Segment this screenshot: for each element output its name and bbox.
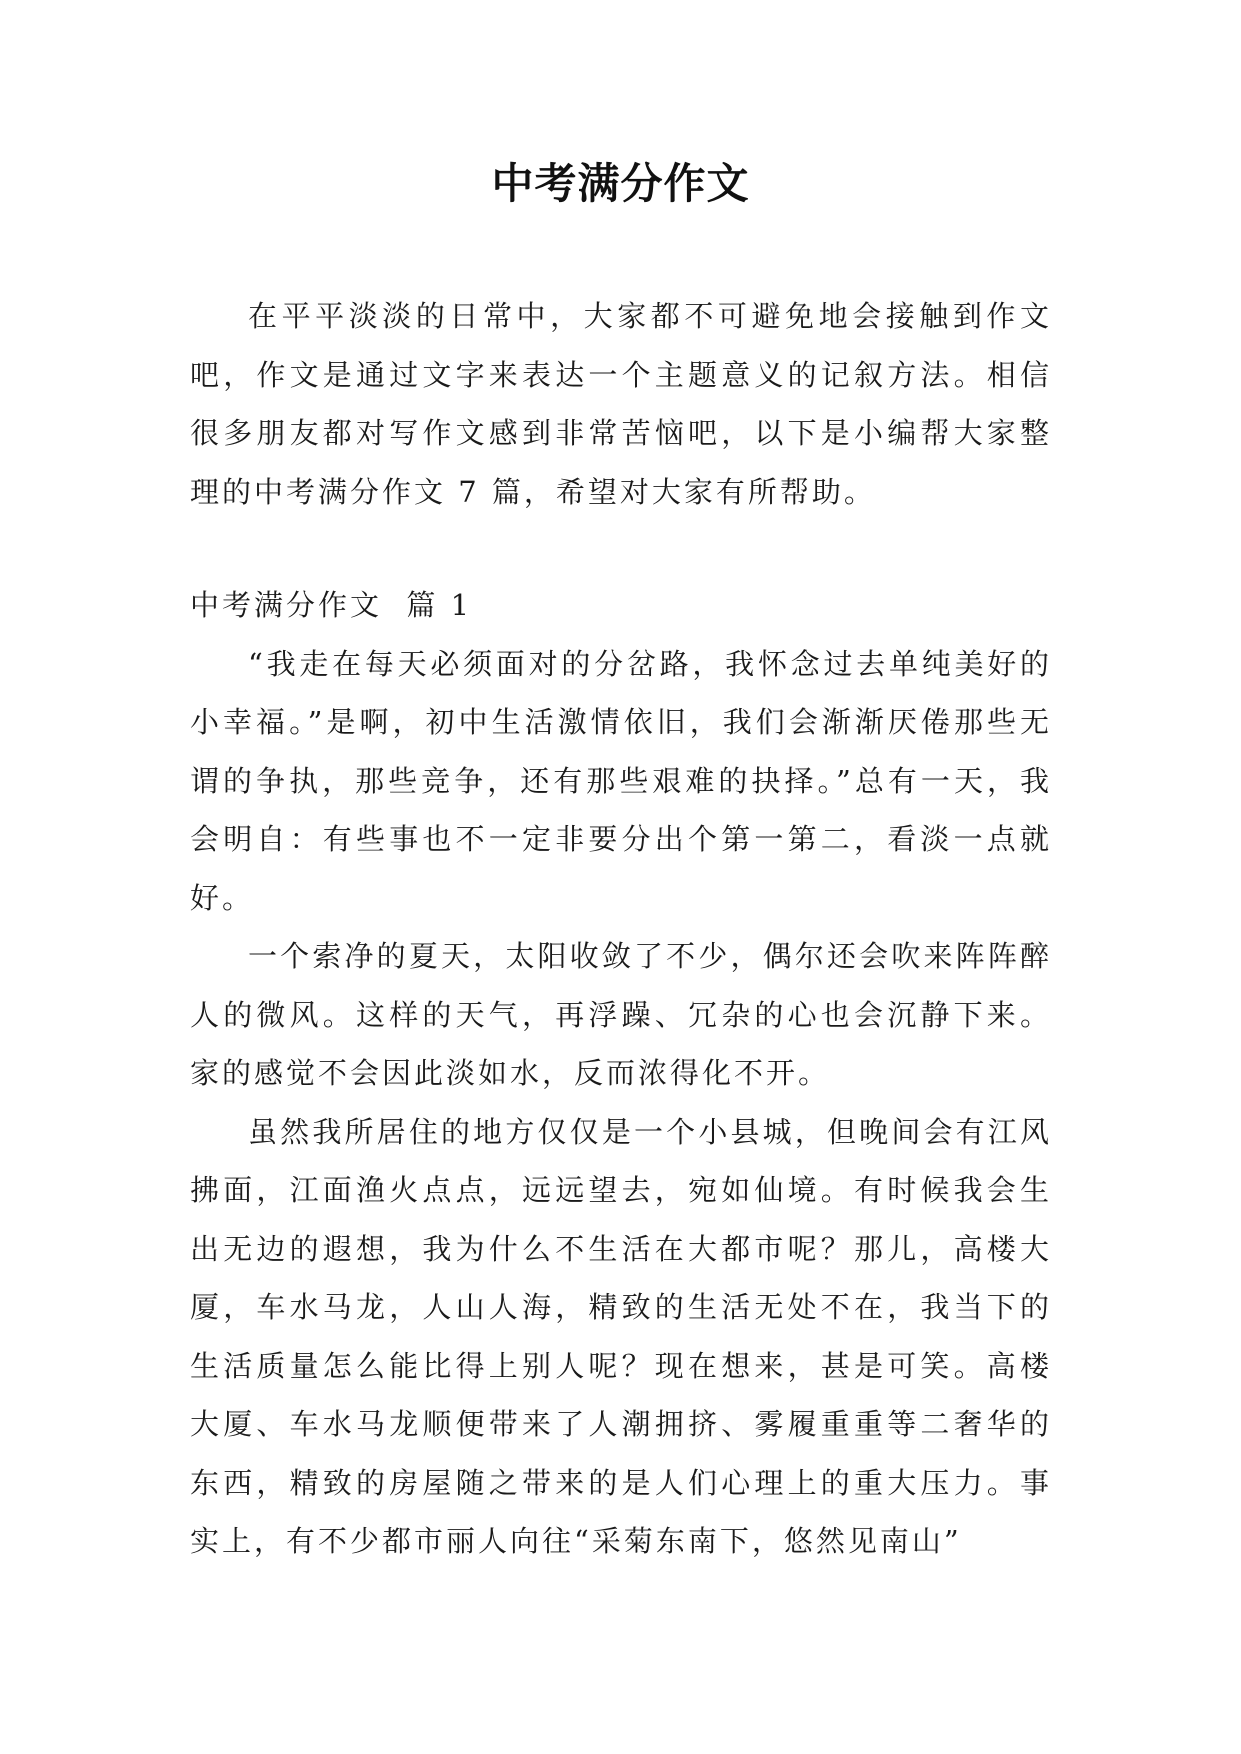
intro-paragraph: 在平平淡淡的日常中，大家都不可避免地会接触到作文吧，作文是通过文字来表达一个主题意义的记叙方法。相信很多朋友都对写作文感到非常苦恼吧，以下是小编帮大家整理的中考满分作文 7 篇，希望对大家有所帮助。: [190, 299, 1052, 509]
document-title: 中考满分作文: [491, 159, 750, 208]
intro-block: [190, 287, 1052, 521]
section-1: [190, 576, 1052, 1571]
section-paragraph-1: “我走在每天必须面对的分岔路，我怀念过去单纯美好的小幸福。”是啊，初中生活激情依旧，我们会渐渐厌倦那些无谓的争执，那些竞争，还有那些艰难的抉择。”总有一天，我会明自：有些事也不一定非要分出个第一第二，看淡一点就好。: [190, 646, 1052, 915]
section-paragraph-3: 虽然我所居住的地方仅仅是一个小县城，但晚间会有江风拂面，江面渔火点点，远远望去，宛如仙境。有时候我会生出无边的遐想，我为什么不生活在大都市呢？那儿，高楼大厦，车水马龙，人山人海，精致的生活无处不在，我当下的生活质量怎么能比得上别人呢？现在想来，甚是可笑。高楼大厦、车水马龙顺便带来了人潮拥挤、雾履重重等二奢华的东西，精致的房屋随之带来的是人们心理上的重大压力。事实上，有不少都市丽人向往“采菊东南下，悠然见南山”: [190, 1114, 1052, 1558]
section-heading: 中考满分作文 篇 1: [190, 588, 473, 622]
section-paragraph-2: 一个索净的夏天，太阳收敛了不少，偶尔还会吹来阵阵醉人的微风。这样的天气，再浮躁、冗杂的心也会沉静下来。家的感觉不会因此淡如水，反而浓得化不开。: [190, 939, 1052, 1090]
